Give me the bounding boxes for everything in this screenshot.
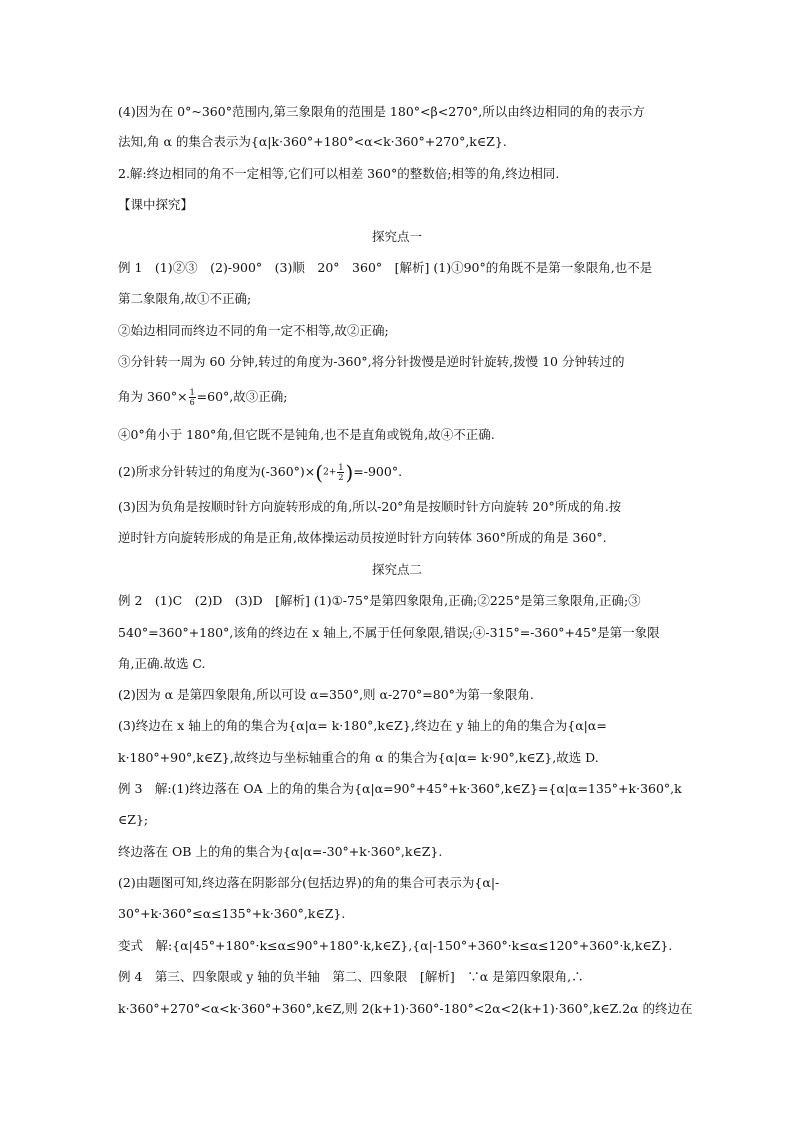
fraction-numerator: 1 (338, 463, 344, 472)
text-segment: =60°,故③正确; (196, 389, 288, 404)
text-line: ③分针转一周为 60 分钟,转过的角度为-360°,将分针拨慢是逆时针旋转,拨慢 10 分钟转过的 (118, 354, 625, 369)
text-line: 逆时针方向旋转形成的角是正角,故体操运动员按逆时针方向转体 360°所成的角是 360°. (118, 530, 607, 545)
fraction (337, 463, 344, 482)
text-line: ④0°角小于 180°角,但它既不是钝角,也不是直角或锐角,故④不正确. (118, 427, 495, 442)
text-line: 2.解:终边相同的角不一定相等,它们可以相差 360°的整数倍;相等的角,终边相同. (118, 166, 560, 181)
subsection-title: 探究点一 (371, 229, 422, 244)
section-heading: 【课中探究】 (118, 197, 194, 212)
text-line: (2)因为 α 是第四象限角,所以可设 α=350°,则 α-270°=80°为第一象限角. (118, 687, 534, 702)
text-line: (3)因为负角是按顺时针方向旋转形成的角,所以-20°角是按顺时针方向旋转 20°所成的角.按 (118, 499, 622, 514)
text-line: 540°=360°+180°,该角的终边在 x 轴上,不属于任何象限,错误;④-315°=-360°+45°是第一象限 (118, 625, 660, 640)
text-line: (2)由题图可知,终边落在阴影部分(包括边界)的角的集合可表示为{α|- (118, 875, 500, 890)
text-line-with-fraction (118, 460, 678, 485)
fraction-numerator: 1 (189, 388, 195, 397)
fraction-prefix: 2+ (323, 467, 337, 478)
text-line: ②始边相同而终边不同的角一定不相等,故②正确; (118, 323, 389, 338)
fraction-denominator: 6 (189, 398, 195, 407)
subsection-title: 探究点二 (371, 562, 422, 577)
text-segment: =-900°. (353, 464, 403, 479)
text-line: 变式 解:{α|45°+180°·k≤α≤90°+180°·k,k∈Z},{α|-150°+360°·k≤α≤120°+360°·k,k∈Z}. (118, 938, 673, 953)
text-line: 例 2 (1)C (2)D (3)D [解析] (1)①-75°是第四象限角,正确;②225°是第三象限角,正确;③ (118, 593, 641, 608)
left-paren: ( (315, 460, 324, 485)
text-line: k·180°+90°,k∈Z},故终边与坐标轴重合的角 α 的集合为{α|α= k·90°,k∈Z},故选 D. (118, 750, 599, 765)
text-line: 30°+k·360°≤α≤135°+k·360°,k∈Z}. (118, 906, 346, 921)
text-line: ∈Z}; (118, 812, 149, 827)
text-segment: (2)所求分针转过的角度为(-360°)× (118, 464, 316, 479)
text-line: 例 1 (1)②③ (2)-900° (3)顺 20° 360° [解析] (1)①90°的角既不是第一象限角,也不是 (118, 260, 653, 275)
text-line: 例 3 解:(1)终边落在 OA 上的角的集合为{α|α=90°+45°+k·360°,k∈Z}={α|α=135°+k·360°,k (118, 781, 682, 796)
text-line: 法知,角 α 的集合表示为{α|k·360°+180°<α<k·360°+270°,k∈Z}. (118, 134, 507, 149)
fraction (189, 388, 196, 407)
text-line: (4)因为在 0°~360°范围内,第三象限角的范围是 180°<β<270°,所以由终边相同的角的表示方 (118, 104, 645, 119)
text-line: 第二象限角,故①不正确; (118, 291, 252, 306)
text-line: 例 4 第三、四象限或 y 轴的负半轴 第二、四象限 [解析] ∵α 是第四象限角,∴ (118, 969, 584, 984)
right-paren: ) (345, 460, 354, 485)
text-line: (3)终边在 x 轴上的角的集合为{α|α= k·180°,k∈Z},终边在 y 轴上的角的集合为{α|α= (118, 718, 607, 733)
text-segment: 角为 360°× (118, 389, 188, 404)
fraction-denominator: 2 (338, 473, 344, 482)
text-line: 角,正确.故选 C. (118, 656, 206, 671)
text-line-with-fraction (118, 388, 678, 407)
text-line: k·360°+270°<α<k·360°+360°,k∈Z,则 2(k+1)·360°-180°<2α<2(k+1)·360°,k∈Z.2α 的终边在 (118, 1001, 693, 1016)
text-line: 终边落在 OB 上的角的集合为{α|α=-30°+k·360°,k∈Z}. (118, 844, 443, 859)
